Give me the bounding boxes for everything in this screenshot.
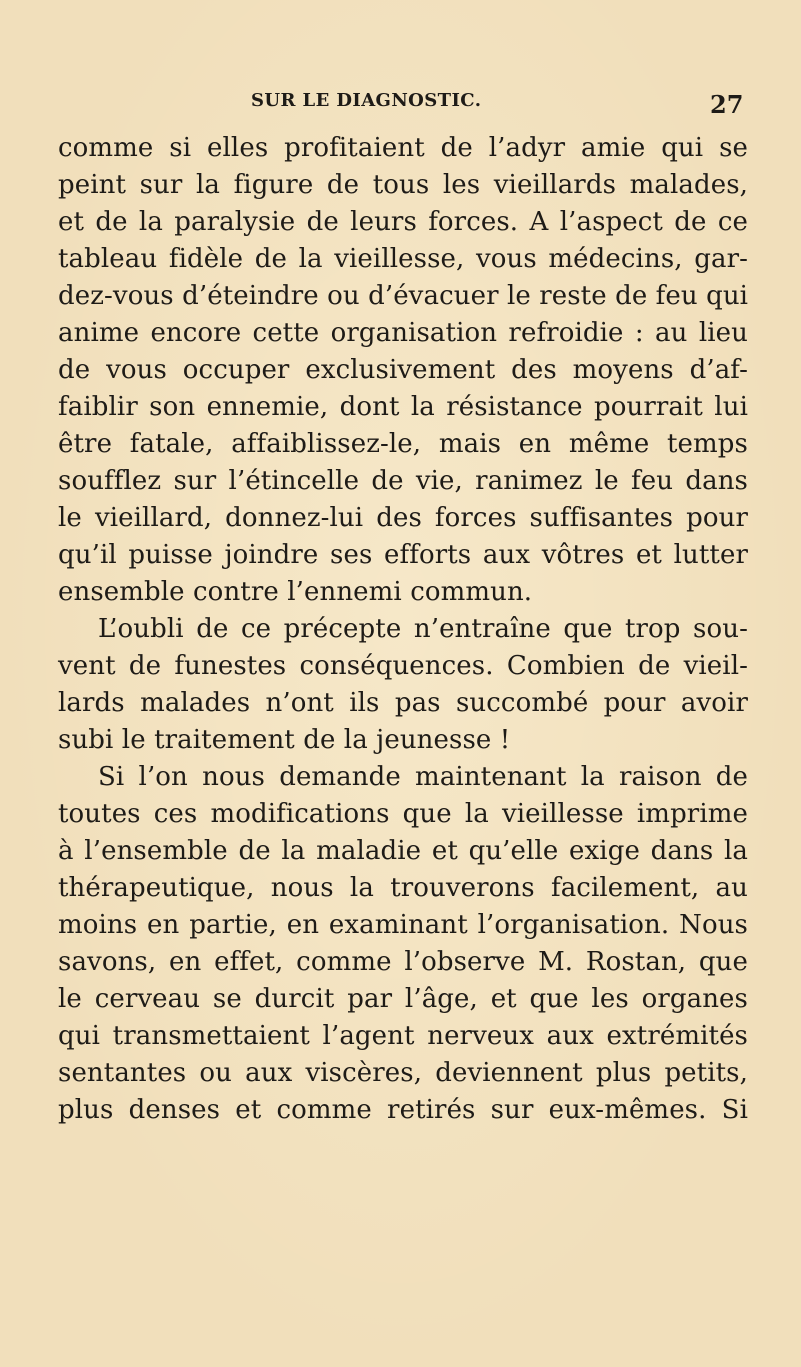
running-title: SUR LE DIAGNOSTIC.: [251, 90, 482, 111]
text-line: plus denses et comme retirés sur eux-mêmes. Si: [58, 1095, 748, 1125]
text-line: comme si elles profitaient de l’adyr amie qui se: [58, 133, 748, 163]
text-line: le cerveau se durcit par l’âge, et que les organes: [58, 984, 748, 1014]
text-line: à l’ensemble de la maladie et qu’elle exige dans la: [58, 836, 748, 866]
text-line: le vieillard, donnez-lui des forces suffisantes pour: [58, 503, 748, 533]
text-line: L’oubli de ce précepte n’entraîne que trop sou-: [98, 614, 748, 644]
text-line: savons, en effet, comme l’observe M. Rostan, que: [58, 947, 748, 977]
text-line: ensemble contre l’ennemi commun.: [58, 577, 533, 607]
text-line: sentantes ou aux viscères, deviennent plus petits,: [58, 1058, 748, 1088]
running-head: [0, 90, 801, 119]
text-line: faiblir son ennemie, dont la résistance pourrait lui: [58, 392, 748, 422]
text-line: être fatale, affaiblissez-le, mais en même temps: [58, 429, 748, 459]
text-line: tableau fidèle de la vieillesse, vous médecins, gar-: [58, 244, 748, 274]
text-line: vent de funestes conséquences. Combien de vieil-: [58, 651, 748, 681]
text-line: toutes ces modifications que la vieillesse imprime: [58, 799, 748, 829]
text-line: anime encore cette organisation refroidie : au lieu: [58, 318, 748, 348]
text-line: subi le traitement de la jeunesse !: [58, 725, 511, 755]
text-line: dez-vous d’éteindre ou d’évacuer le reste de feu qui: [58, 281, 749, 311]
text-line: thérapeutique, nous la trouverons facilement, au: [58, 873, 748, 903]
text-line: de vous occuper exclusivement des moyens d’af-: [58, 355, 748, 385]
text-line: moins en partie, en examinant l’organisation. Nous: [58, 910, 748, 940]
text-line: qu’il puisse joindre ses efforts aux vôtres et lutter: [58, 540, 748, 570]
page-number: 27: [710, 90, 744, 119]
text-line: soufflez sur l’étincelle de vie, ranimez le feu dans: [58, 466, 748, 496]
text-line: et de la paralysie de leurs forces. A l’aspect de ce: [58, 207, 748, 237]
text-line: peint sur la figure de tous les vieillards malades,: [58, 170, 748, 200]
text-line: lards malades n’ont ils pas succombé pour avoir: [58, 688, 748, 718]
text-line: qui transmettaient l’agent nerveux aux extrémités: [58, 1021, 748, 1051]
text-line: Si l’on nous demande maintenant la raison de: [98, 762, 748, 792]
